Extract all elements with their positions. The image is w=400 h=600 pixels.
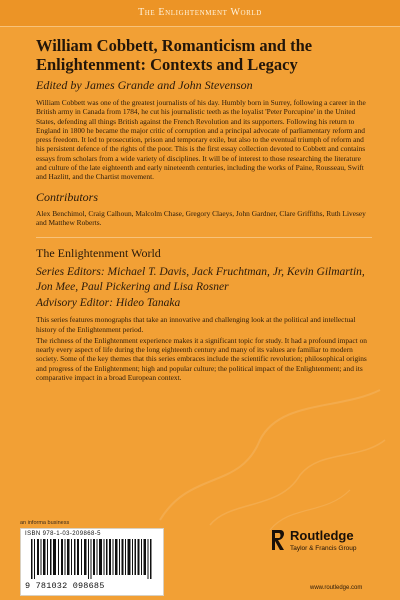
barcode-digits: 9 781032 098685 [25, 581, 105, 591]
main-content [36, 36, 372, 384]
series-description-1: This series features monographs that take an innovative and challenging look at the political and intellectual history of the Enlightenment period. [36, 315, 356, 334]
map-ornament-icon [150, 380, 390, 530]
book-editors: Edited by James Grande and John Stevenson [36, 78, 253, 92]
series-banner: The Enlightenment World [138, 7, 262, 18]
series-name: The Enlightenment World [36, 246, 161, 261]
contributors-heading: Contributors [36, 189, 99, 204]
isbn-label: ISBN 978-1-03-209868-5 [25, 531, 101, 537]
barcode-icon [31, 539, 153, 579]
section-divider [36, 237, 372, 238]
publisher-group: Taylor & Francis Group [290, 545, 357, 552]
informa-label: an informa business [20, 520, 70, 526]
contributors-list: Alex Benchimol, Craig Calhoun, Malcolm Chase, Gregory Claeys, John Gardner, Clare Griffiths, Ruth Livesey and Matthew Roberts. [36, 208, 366, 227]
series-editors: Series Editors: Michael T. Davis, Jack Fruchtman, Jr, Kevin Gilmartin, Jon Mee, Paul Pickering and Lisa Rosner [36, 266, 365, 294]
publisher-logo [270, 528, 370, 578]
book-description: William Cobbett was one of the greatest journalists of his day. Humbly born in Surrey, following a career in the British army in Canada from 1784, he cut his journalistic teeth as the loyalist 'Peter Porcupine' in the United States, defending all things British against the French Revolution and its supporters. Following his return to England in 1800 he became the major critic of corruption and a principal advocate of parliamentary reform and press freedom. It led to prosecution, prison and temporary exile, but also to the eventual triumph of reform and his persistent defence of the rights of the poor. This is the first essay collection devoted to Cobbett and contains essays from scholars from a wide variety of disciplines. It will be of interest to those researching the literature and culture of the late eighteenth and early nineteenth centuries, including the works of Paine, Rousseau, Swift and Hazlitt, and the Chartist movement. [36, 98, 366, 182]
publisher-url[interactable]: www.routledge.com [310, 585, 363, 591]
series-description-2: The richness of the Enlightenment experience makes it a significant topic for study. It had a profound impact on nearly every aspect of life during the long eighteenth century and many of its values are familiar to modern society. Some of the key themes that this series embraces include the scientific revolution; philosophical origins and progress of the Enlightenment; high and popular culture; the political impact of the Enlightenment; and its comparative impact in a broad European context. [36, 335, 367, 383]
book-title: William Cobbett, Romanticism and the Enlightenment: Contexts and Legacy [36, 36, 313, 74]
publisher-name: Routledge [290, 528, 354, 543]
barcode-panel [20, 528, 164, 596]
advisory-editor: Advisory Editor: Hideo Tanaka [36, 297, 181, 310]
routledge-r-icon [270, 528, 286, 552]
